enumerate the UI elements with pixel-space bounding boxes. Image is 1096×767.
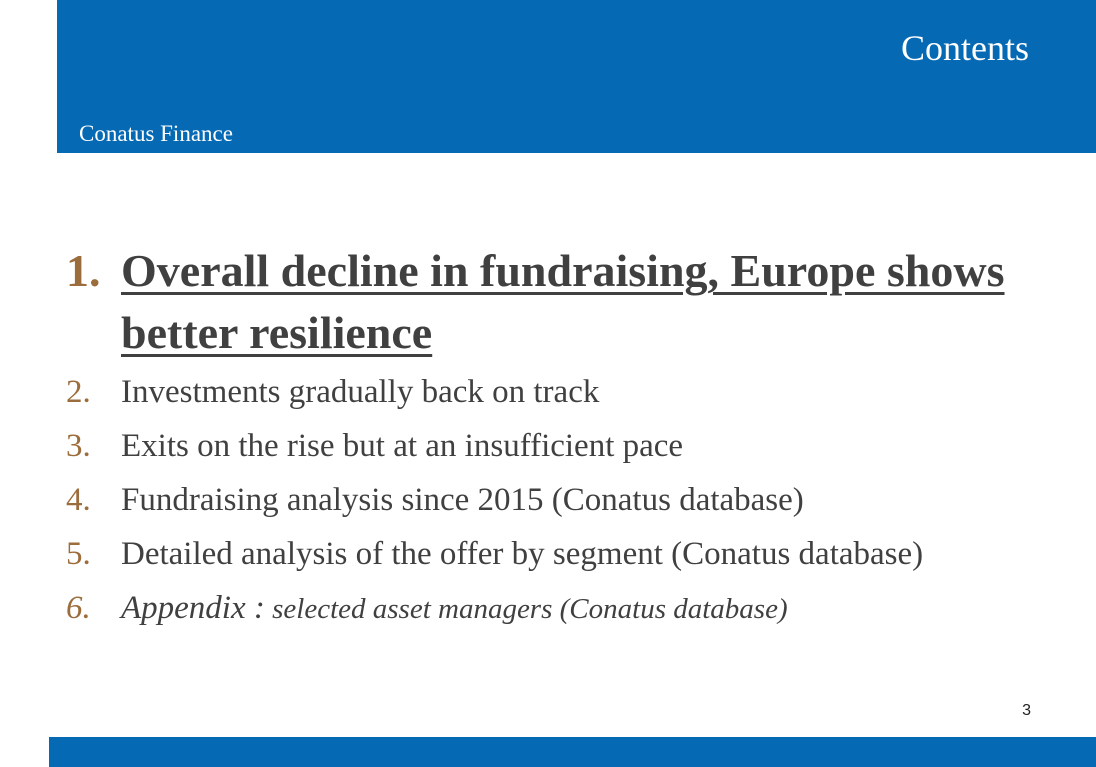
toc-item-label-main: Appendix : — [121, 590, 265, 626]
brand-name: Conatus Finance — [79, 121, 233, 146]
toc-item-label: Detailed analysis of the offer by segment (Conatus database) — [121, 536, 924, 572]
toc-item-label: Overall decline in fundraising, Europe shows better resilience — [121, 245, 1005, 358]
slide-title: Contents — [900, 28, 1029, 68]
toc-item-investments[interactable] — [66, 372, 1026, 412]
table-of-contents — [66, 240, 1026, 643]
footer-band — [49, 737, 1096, 767]
toc-item-label: Exits on the rise but at an insufficient pace — [121, 428, 684, 464]
toc-item-offer-analysis[interactable] — [66, 534, 1026, 574]
toc-item-label-sub: selected asset managers (Conatus database) — [264, 593, 788, 625]
toc-item-fundraising[interactable] — [66, 240, 1026, 364]
toc-item-number: 4. — [66, 482, 91, 518]
toc-item-number: 5. — [66, 536, 91, 572]
toc-item-label: Investments gradually back on track — [121, 374, 600, 410]
toc-item-number: 6. — [66, 590, 91, 626]
toc-item-label — [121, 588, 1026, 629]
toc-item-exits[interactable] — [66, 426, 1026, 466]
header-band — [57, 0, 1096, 153]
toc-item-number: 2. — [66, 374, 91, 410]
toc-item-number: 1. — [66, 245, 101, 296]
toc-item-fundraising-analysis[interactable] — [66, 480, 1026, 520]
toc-item-number: 3. — [66, 428, 91, 464]
toc-item-appendix[interactable] — [66, 588, 1026, 629]
page-number: 3 — [1022, 702, 1031, 719]
toc-item-label: Fundraising analysis since 2015 (Conatus database) — [121, 482, 804, 518]
